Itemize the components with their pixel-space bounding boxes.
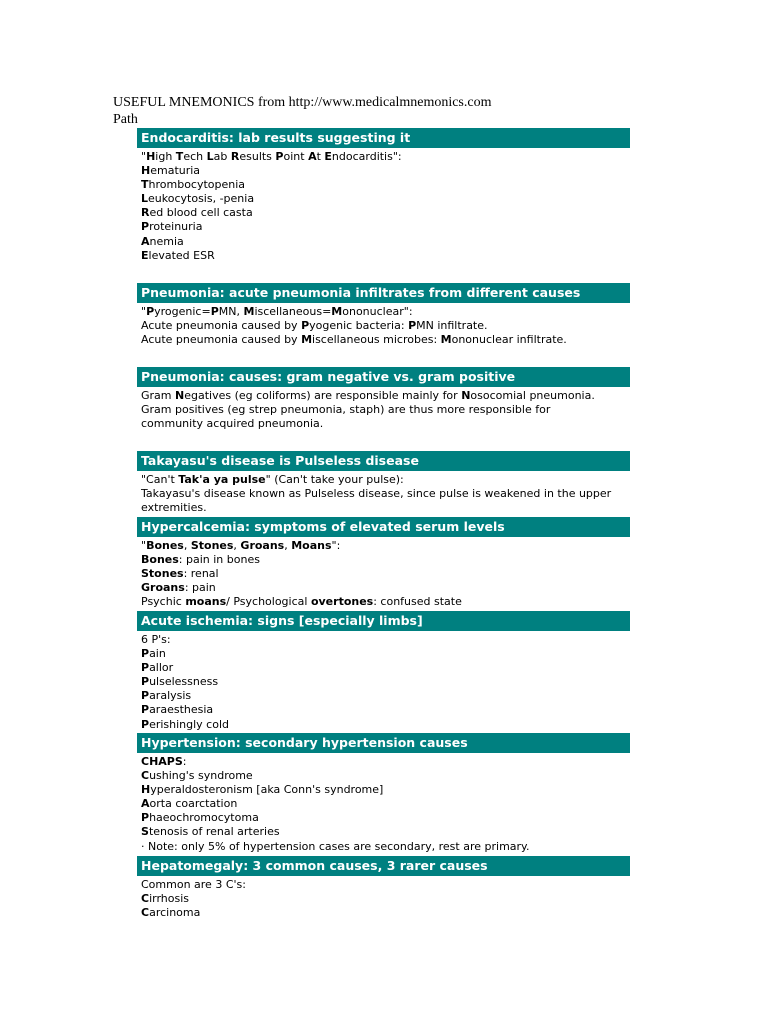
- mnemonic-letter: T: [141, 178, 149, 192]
- body-line: [141, 164, 630, 178]
- section-body: [137, 537, 630, 609]
- text-run: yrogenic=: [154, 305, 211, 318]
- text-run: ndocarditis":: [331, 150, 402, 163]
- mnemonic-letter: P: [141, 811, 150, 825]
- mnemonic-letter: L: [206, 150, 214, 163]
- section-header: Endocarditis: lab results suggesting it: [137, 128, 630, 148]
- text-run: · Note: only 5% of hypertension cases are secondary, rest are primary.: [141, 839, 530, 853]
- body-line: [141, 487, 630, 501]
- section-header: Hypercalcemia: symptoms of elevated serum levels: [137, 517, 630, 537]
- page-title: USEFUL MNEMONICS from http://www.medicalmnemonics.com: [113, 95, 492, 110]
- mnemonic-letter: P: [141, 675, 150, 689]
- mnemonic-letter: Stones: [190, 539, 234, 552]
- section-body: [137, 303, 630, 347]
- page-subtitle: Path: [113, 112, 138, 127]
- mnemonic-letter: E: [141, 248, 149, 262]
- text-run: ed blood cell casta: [149, 206, 253, 220]
- mnemonic-letter: Tak'a ya pulse: [178, 473, 266, 486]
- text-run: ":: [331, 539, 341, 552]
- mnemonic-letter: M: [301, 333, 313, 347]
- body-line: [141, 718, 630, 732]
- text-run: irrhosis: [149, 892, 190, 906]
- body-line: [141, 539, 630, 553]
- text-run: haeochromocytoma: [149, 811, 259, 825]
- body-line: [141, 567, 630, 581]
- text-run: Psychic: [141, 595, 186, 609]
- mnemonic-letter: M: [331, 305, 343, 318]
- text-run: araesthesia: [149, 703, 214, 717]
- text-run: osocomial pneumonia.: [470, 389, 595, 402]
- text-run: nemia: [149, 234, 184, 248]
- text-run: ": [141, 539, 147, 552]
- text-run: eukocytosis, -penia: [148, 192, 255, 206]
- mnemonic-letter: R: [141, 206, 150, 220]
- body-line: [141, 553, 630, 567]
- text-run: orta coarctation: [149, 797, 238, 811]
- mnemonic-letter: P: [141, 647, 150, 661]
- section-header: Acute ischemia: signs [especially limbs]: [137, 611, 630, 631]
- body-line: [141, 633, 630, 647]
- mnemonic-letter: overtones: [310, 595, 374, 609]
- text-run: ononuclear":: [342, 305, 413, 318]
- text-run: ematuria: [150, 164, 201, 178]
- text-run: MN infiltrate.: [416, 319, 488, 333]
- section-header: Hypertension: secondary hypertension causes: [137, 733, 630, 753]
- text-run: : renal: [183, 567, 219, 581]
- text-run: arcinoma: [149, 906, 201, 920]
- mnemonic-letter: Bones: [141, 553, 179, 567]
- section-header: Takayasu's disease is Pulseless disease: [137, 451, 630, 471]
- section-header: Hepatomegaly: 3 common causes, 3 rarer causes: [137, 856, 630, 876]
- body-line: [141, 417, 630, 431]
- text-run: yperaldosteronism [aka Conn's syndrome]: [150, 783, 384, 797]
- mnemonic-letter: H: [146, 150, 156, 163]
- text-run: ,: [233, 539, 241, 552]
- text-run: / Psychological: [226, 595, 311, 609]
- text-run: allor: [149, 661, 174, 675]
- text-run: iscellaneous microbes:: [312, 333, 441, 347]
- body-line: [141, 319, 630, 333]
- body-line: [141, 305, 630, 319]
- text-run: : pain in bones: [178, 553, 260, 567]
- mnemonic-letter: T: [175, 150, 184, 163]
- mnemonic-letter: L: [141, 192, 149, 206]
- mnemonic-section: [137, 451, 630, 515]
- body-line: [141, 389, 630, 403]
- mnemonic-letter: Stones: [141, 567, 184, 581]
- text-run: ": [141, 150, 147, 163]
- body-line: [141, 755, 630, 769]
- body-line: [141, 178, 630, 192]
- text-run: "Can't: [141, 473, 179, 486]
- section-body: [137, 387, 630, 431]
- mnemonic-letter: C: [141, 906, 150, 920]
- body-line: [141, 220, 630, 234]
- text-run: : confused state: [373, 595, 462, 609]
- text-run: egatives (eg coliforms) are responsible mainly for: [184, 389, 462, 402]
- section-body: [137, 876, 630, 920]
- text-run: hrombocytopenia: [148, 178, 246, 192]
- text-run: ulselessness: [149, 675, 219, 689]
- body-line: [141, 675, 630, 689]
- body-line: [141, 840, 630, 854]
- text-run: iscellaneous=: [254, 305, 332, 318]
- body-line: [141, 249, 630, 263]
- mnemonic-letter: moans: [185, 595, 227, 609]
- mnemonic-letter: A: [308, 150, 317, 163]
- mnemonic-section: [137, 856, 630, 920]
- mnemonic-letter: M: [243, 305, 255, 318]
- text-run: esults: [239, 150, 276, 163]
- mnemonic-section: [137, 733, 630, 854]
- body-line: [141, 235, 630, 249]
- text-run: extremities.: [141, 501, 207, 515]
- text-run: ,: [183, 539, 191, 552]
- mnemonic-letter: N: [175, 389, 185, 402]
- mnemonic-letter: Bones: [146, 539, 184, 552]
- text-run: " (Can't take your pulse):: [265, 473, 404, 486]
- body-line: [141, 595, 630, 609]
- text-run: Gram positives (eg strep pneumonia, staph) are thus more responsible for: [141, 403, 551, 417]
- body-line: [141, 192, 630, 206]
- text-run: ononuclear infiltrate.: [451, 333, 567, 347]
- section-body: [137, 753, 630, 854]
- body-line: [141, 473, 630, 487]
- section-header: Pneumonia: acute pneumonia infiltrates from different causes: [137, 283, 630, 303]
- text-run: Common are 3 C's:: [141, 878, 246, 891]
- mnemonic-letter: P: [301, 319, 310, 333]
- body-line: [141, 150, 630, 164]
- text-run: MN,: [218, 305, 244, 318]
- body-line: [141, 797, 630, 811]
- text-run: yogenic bacteria:: [309, 319, 409, 333]
- text-run: oint: [283, 150, 309, 163]
- body-line: [141, 811, 630, 825]
- text-run: ab: [213, 150, 231, 163]
- mnemonic-letter: CHAPS: [141, 755, 183, 768]
- text-run: Gram: [141, 389, 175, 402]
- text-run: t: [316, 150, 325, 163]
- section-header: Pneumonia: causes: gram negative vs. gram positive: [137, 367, 630, 387]
- mnemonic-letter: P: [141, 220, 150, 234]
- body-line: [141, 892, 630, 906]
- mnemonic-letter: A: [141, 797, 150, 811]
- mnemonic-section: [137, 517, 630, 609]
- mnemonic-letter: H: [141, 164, 151, 178]
- body-line: [141, 878, 630, 892]
- text-run: ": [141, 305, 147, 318]
- mnemonic-letter: N: [461, 389, 471, 402]
- text-run: Acute pneumonia caused by: [141, 319, 302, 333]
- text-run: roteinuria: [149, 220, 203, 234]
- mnemonic-letter: A: [141, 234, 150, 248]
- text-run: erishingly cold: [149, 717, 230, 731]
- mnemonic-section: [137, 128, 630, 263]
- mnemonic-letter: P: [141, 717, 150, 731]
- text-run: ushing's syndrome: [149, 769, 253, 783]
- text-run: community acquired pneumonia.: [141, 417, 324, 431]
- body-line: [141, 703, 630, 717]
- body-line: [141, 769, 630, 783]
- body-line: [141, 689, 630, 703]
- section-body: [137, 148, 630, 263]
- text-run: levated ESR: [148, 248, 215, 262]
- mnemonic-letter: E: [324, 150, 332, 163]
- text-run: ech: [183, 150, 207, 163]
- mnemonic-letter: C: [141, 892, 150, 906]
- mnemonic-letter: Groans: [141, 581, 185, 595]
- mnemonic-letter: C: [141, 769, 150, 783]
- text-run: :: [182, 755, 187, 768]
- mnemonic-letter: P: [141, 689, 150, 703]
- body-line: [141, 647, 630, 661]
- mnemonic-section: [137, 611, 630, 732]
- mnemonic-section: [137, 367, 630, 431]
- mnemonic-letter: M: [440, 333, 452, 347]
- mnemonic-letter: Groans: [240, 539, 285, 552]
- section-body: [137, 471, 630, 515]
- mnemonic-letter: Moans: [291, 539, 332, 552]
- mnemonic-letter: R: [230, 150, 240, 163]
- section-body: [137, 631, 630, 732]
- text-run: igh: [155, 150, 176, 163]
- body-line: [141, 501, 630, 515]
- text-run: aralysis: [149, 689, 192, 703]
- body-line: [141, 333, 630, 347]
- text-run: ain: [149, 647, 166, 661]
- body-line: [141, 403, 630, 417]
- mnemonic-letter: H: [141, 783, 151, 797]
- body-line: [141, 825, 630, 839]
- mnemonic-letter: S: [141, 825, 149, 839]
- mnemonic-letter: P: [408, 319, 417, 333]
- mnemonic-letter: P: [210, 305, 219, 318]
- text-run: Takayasu's disease known as Pulseless disease, since pulse is weakened in the upper: [141, 487, 612, 501]
- text-run: 6 P's:: [141, 633, 171, 646]
- mnemonic-section: [137, 283, 630, 347]
- text-run: ,: [284, 539, 292, 552]
- text-run: : pain: [184, 581, 216, 595]
- mnemonic-letter: P: [141, 703, 150, 717]
- mnemonic-letter: P: [141, 661, 150, 675]
- mnemonic-letter: P: [146, 305, 155, 318]
- text-run: Acute pneumonia caused by: [141, 333, 302, 347]
- text-run: tenosis of renal arteries: [148, 825, 280, 839]
- body-line: [141, 206, 630, 220]
- body-line: [141, 581, 630, 595]
- body-line: [141, 906, 630, 920]
- body-line: [141, 783, 630, 797]
- mnemonic-letter: P: [275, 150, 284, 163]
- body-line: [141, 661, 630, 675]
